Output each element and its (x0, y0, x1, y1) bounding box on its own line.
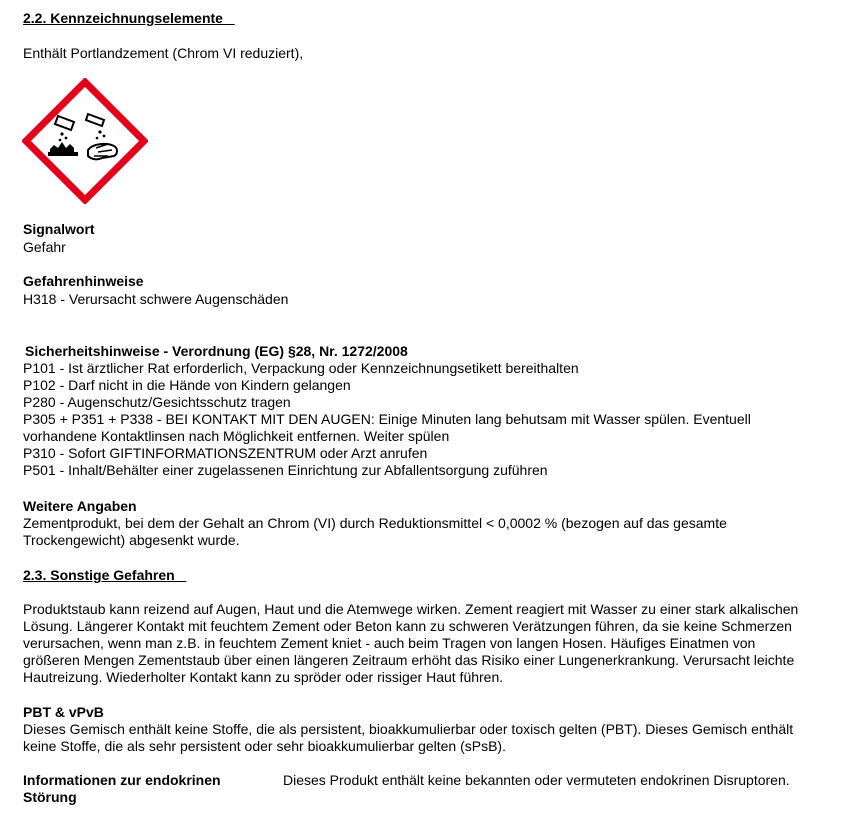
other-hazards-line: größeren Mengen Zementstaub über einen längeren Zeitraum erhöht das Risiko einer Lungenerkrankung. Verursacht leichte (23, 652, 795, 668)
precautionary-line: P101 - Ist ärztlicher Rat erforderlich, Verpackung oder Kennzeichnungsetikett bereithalten (23, 360, 579, 376)
precautionary-line: P310 - Sofort GIFTINFORMATIONSZENTRUM oder Arzt anrufen (23, 445, 428, 461)
section-2-2-heading: 2.2. Kennzeichnungselemente (23, 10, 235, 26)
section-2-3-heading: 2.3. Sonstige Gefahren (23, 567, 187, 583)
endocrine-text: Dieses Produkt enthält keine bekannten oder vermuteten endokrinen Disruptoren. (283, 772, 790, 788)
precautionary-line: P305 + P351 + P338 - BEI KONTAKT MIT DEN AUGEN: Einige Minuten lang behutsam mit Wasser spülen. Eventuell (23, 411, 751, 427)
contains-statement: Enthält Portlandzement (Chrom VI reduziert), (23, 45, 304, 61)
other-hazards-line: Hautreizung. Wiederholter Kontakt kann zu spröder oder rissiger Haut führen. (23, 669, 504, 685)
other-hazards-line: verursachen, wenn man z.B. in feuchtem Zement kniet - auch beim Tragen von langen Hosen. Häufiges Einatmen von (23, 635, 756, 651)
precautionary-line: P280 - Augenschutz/Gesichtsschutz tragen (23, 394, 291, 410)
other-hazards-line: Produktstaub kann reizend auf Augen, Haut und die Atemwege wirken. Zement reagiert mit Wasser zu einer stark alkalischen (23, 601, 799, 617)
pbt-line: Dieses Gemisch enthält keine Stoffe, die als persistent, bioakkumulierbar oder toxisch gelten (PBT). Dieses Gemisch enthält (23, 721, 794, 737)
pbt-line: keine Stoffe, die als sehr persistent oder sehr bioakkumulierbar gelten (sPsB). (23, 738, 506, 754)
precautionary-line: P501 - Inhalt/Behälter einer zugelassenen Einrichtung zur Abfallentsorgung zuführen (23, 462, 548, 478)
further-info-line: Trockengewicht) abgesenkt wurde. (23, 532, 240, 548)
precautionary-line: P102 - Darf nicht in die Hände von Kindern gelangen (23, 377, 351, 393)
further-info-line: Zementprodukt, bei dem der Gehalt an Chrom (VI) durch Reduktionsmittel < 0,0002 % (bezogen auf das gesamte (23, 515, 727, 531)
hazard-statement-h318: H318 - Verursacht schwere Augenschäden (23, 291, 289, 307)
ghs05-corrosion-icon (22, 78, 148, 204)
signal-word-label: Signalwort (23, 221, 95, 237)
precautionary-statements-list (23, 360, 751, 479)
other-hazards-line: Lösung. Längerer Kontakt mit feuchtem Zement oder Beton kann zu schweren Verätzungen führen, da sie keine Schmerzen (23, 618, 792, 634)
pbt-text (23, 721, 793, 755)
hazard-statements-label: Gefahrenhinweise (23, 273, 144, 289)
pbt-label: PBT & vPvB (23, 704, 104, 720)
endocrine-label-line: Informationen zur endokrinen (23, 772, 221, 788)
precautionary-statements-label: Sicherheitshinweise - Verordnung (EG) §28, Nr. 1272/2008 (25, 343, 408, 359)
further-info-label: Weitere Angaben (23, 498, 137, 514)
signal-word-value: Gefahr (23, 239, 66, 255)
other-hazards-text (23, 601, 798, 686)
endocrine-label (23, 772, 263, 806)
precautionary-line: vorhandene Kontaktlinsen nach Möglichkeit entfernen. Weiter spülen (23, 428, 450, 444)
endocrine-label-line: Störung (23, 789, 77, 805)
further-info-text (23, 515, 727, 549)
